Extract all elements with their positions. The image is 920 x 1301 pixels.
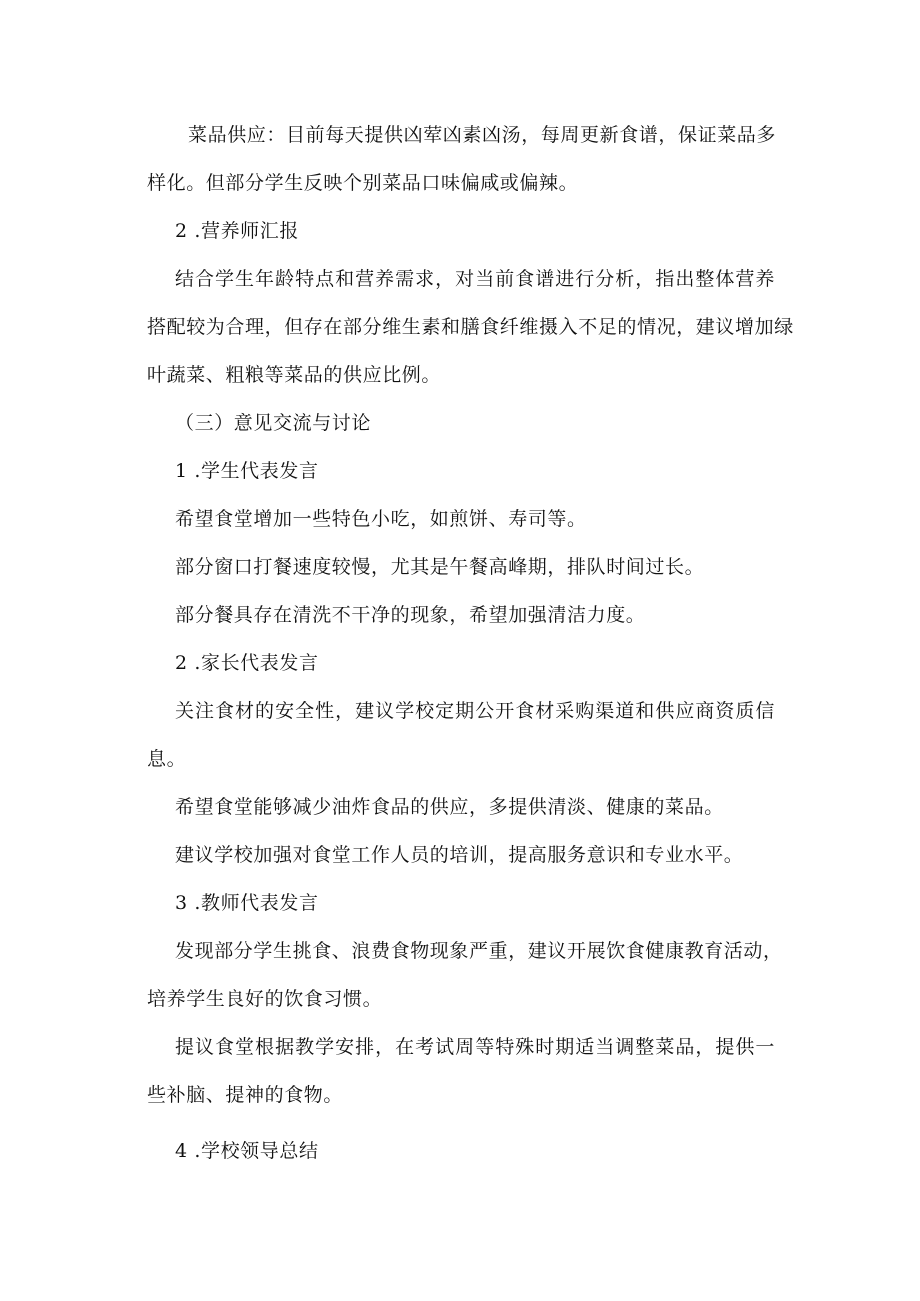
paragraph-line: 些补脑、提神的食物。 xyxy=(147,1084,344,1106)
paragraph-line: 菜品供应：目前每天提供凶荤凶素凶汤，每周更新食谱，保证菜品多 xyxy=(188,124,777,146)
paragraph-line: 关注食材的安全性，建议学校定期公开食材采购渠道和供应商资质信 xyxy=(175,700,775,722)
paragraph-line: 培养学生良好的饮食习惯。 xyxy=(147,988,383,1010)
section-heading: 2 .营养师汇报 xyxy=(175,220,299,242)
paragraph-line: 建议学校加强对食堂工作人员的培训，提高服务意识和专业水平。 xyxy=(175,844,744,866)
paragraph-line: 叶蔬菜、粗粮等菜品的供应比例。 xyxy=(147,364,442,386)
section-heading: （三）意见交流与讨论 xyxy=(175,412,372,434)
paragraph-line: 息。 xyxy=(147,748,187,770)
paragraph-line: 部分餐具存在清洗不干净的现象，希望加强清洁力度。 xyxy=(175,604,646,626)
paragraph-line: 样化。但部分学生反映个别菜品口味偏咸或偏辣。 xyxy=(147,172,579,194)
paragraph-line: 提议食堂根据教学安排，在考试周等特殊时期适当调整菜品，提供一 xyxy=(175,1036,775,1058)
paragraph-line: 部分窗口打餐速度较慢，尤其是午餐高峰期，排队时间过长。 xyxy=(175,556,705,578)
paragraph-line: 搭配较为合理，但存在部分维生素和膳食纤维摄入不足的情况，建议增加绿 xyxy=(147,316,794,338)
paragraph-line: 希望食堂能够减少油炸食品的供应，多提供清淡、健康的菜品。 xyxy=(175,796,724,818)
paragraph-line: 希望食堂增加一些特色小吃，如煎饼、寿司等。 xyxy=(175,508,587,530)
section-heading: 4 .学校领导总结 xyxy=(175,1140,319,1162)
paragraph-line: 结合学生年龄特点和营养需求，对当前食谱进行分析，指出整体营养 xyxy=(175,268,775,290)
paragraph-line: 发现部分学生挑食、浪费食物现象严重，建议开展饮食健康教育活动， xyxy=(175,940,783,962)
section-heading: 3 .教师代表发言 xyxy=(175,892,319,914)
section-heading: 1 .学生代表发言 xyxy=(175,460,319,482)
section-heading: 2 .家长代表发言 xyxy=(175,652,319,674)
